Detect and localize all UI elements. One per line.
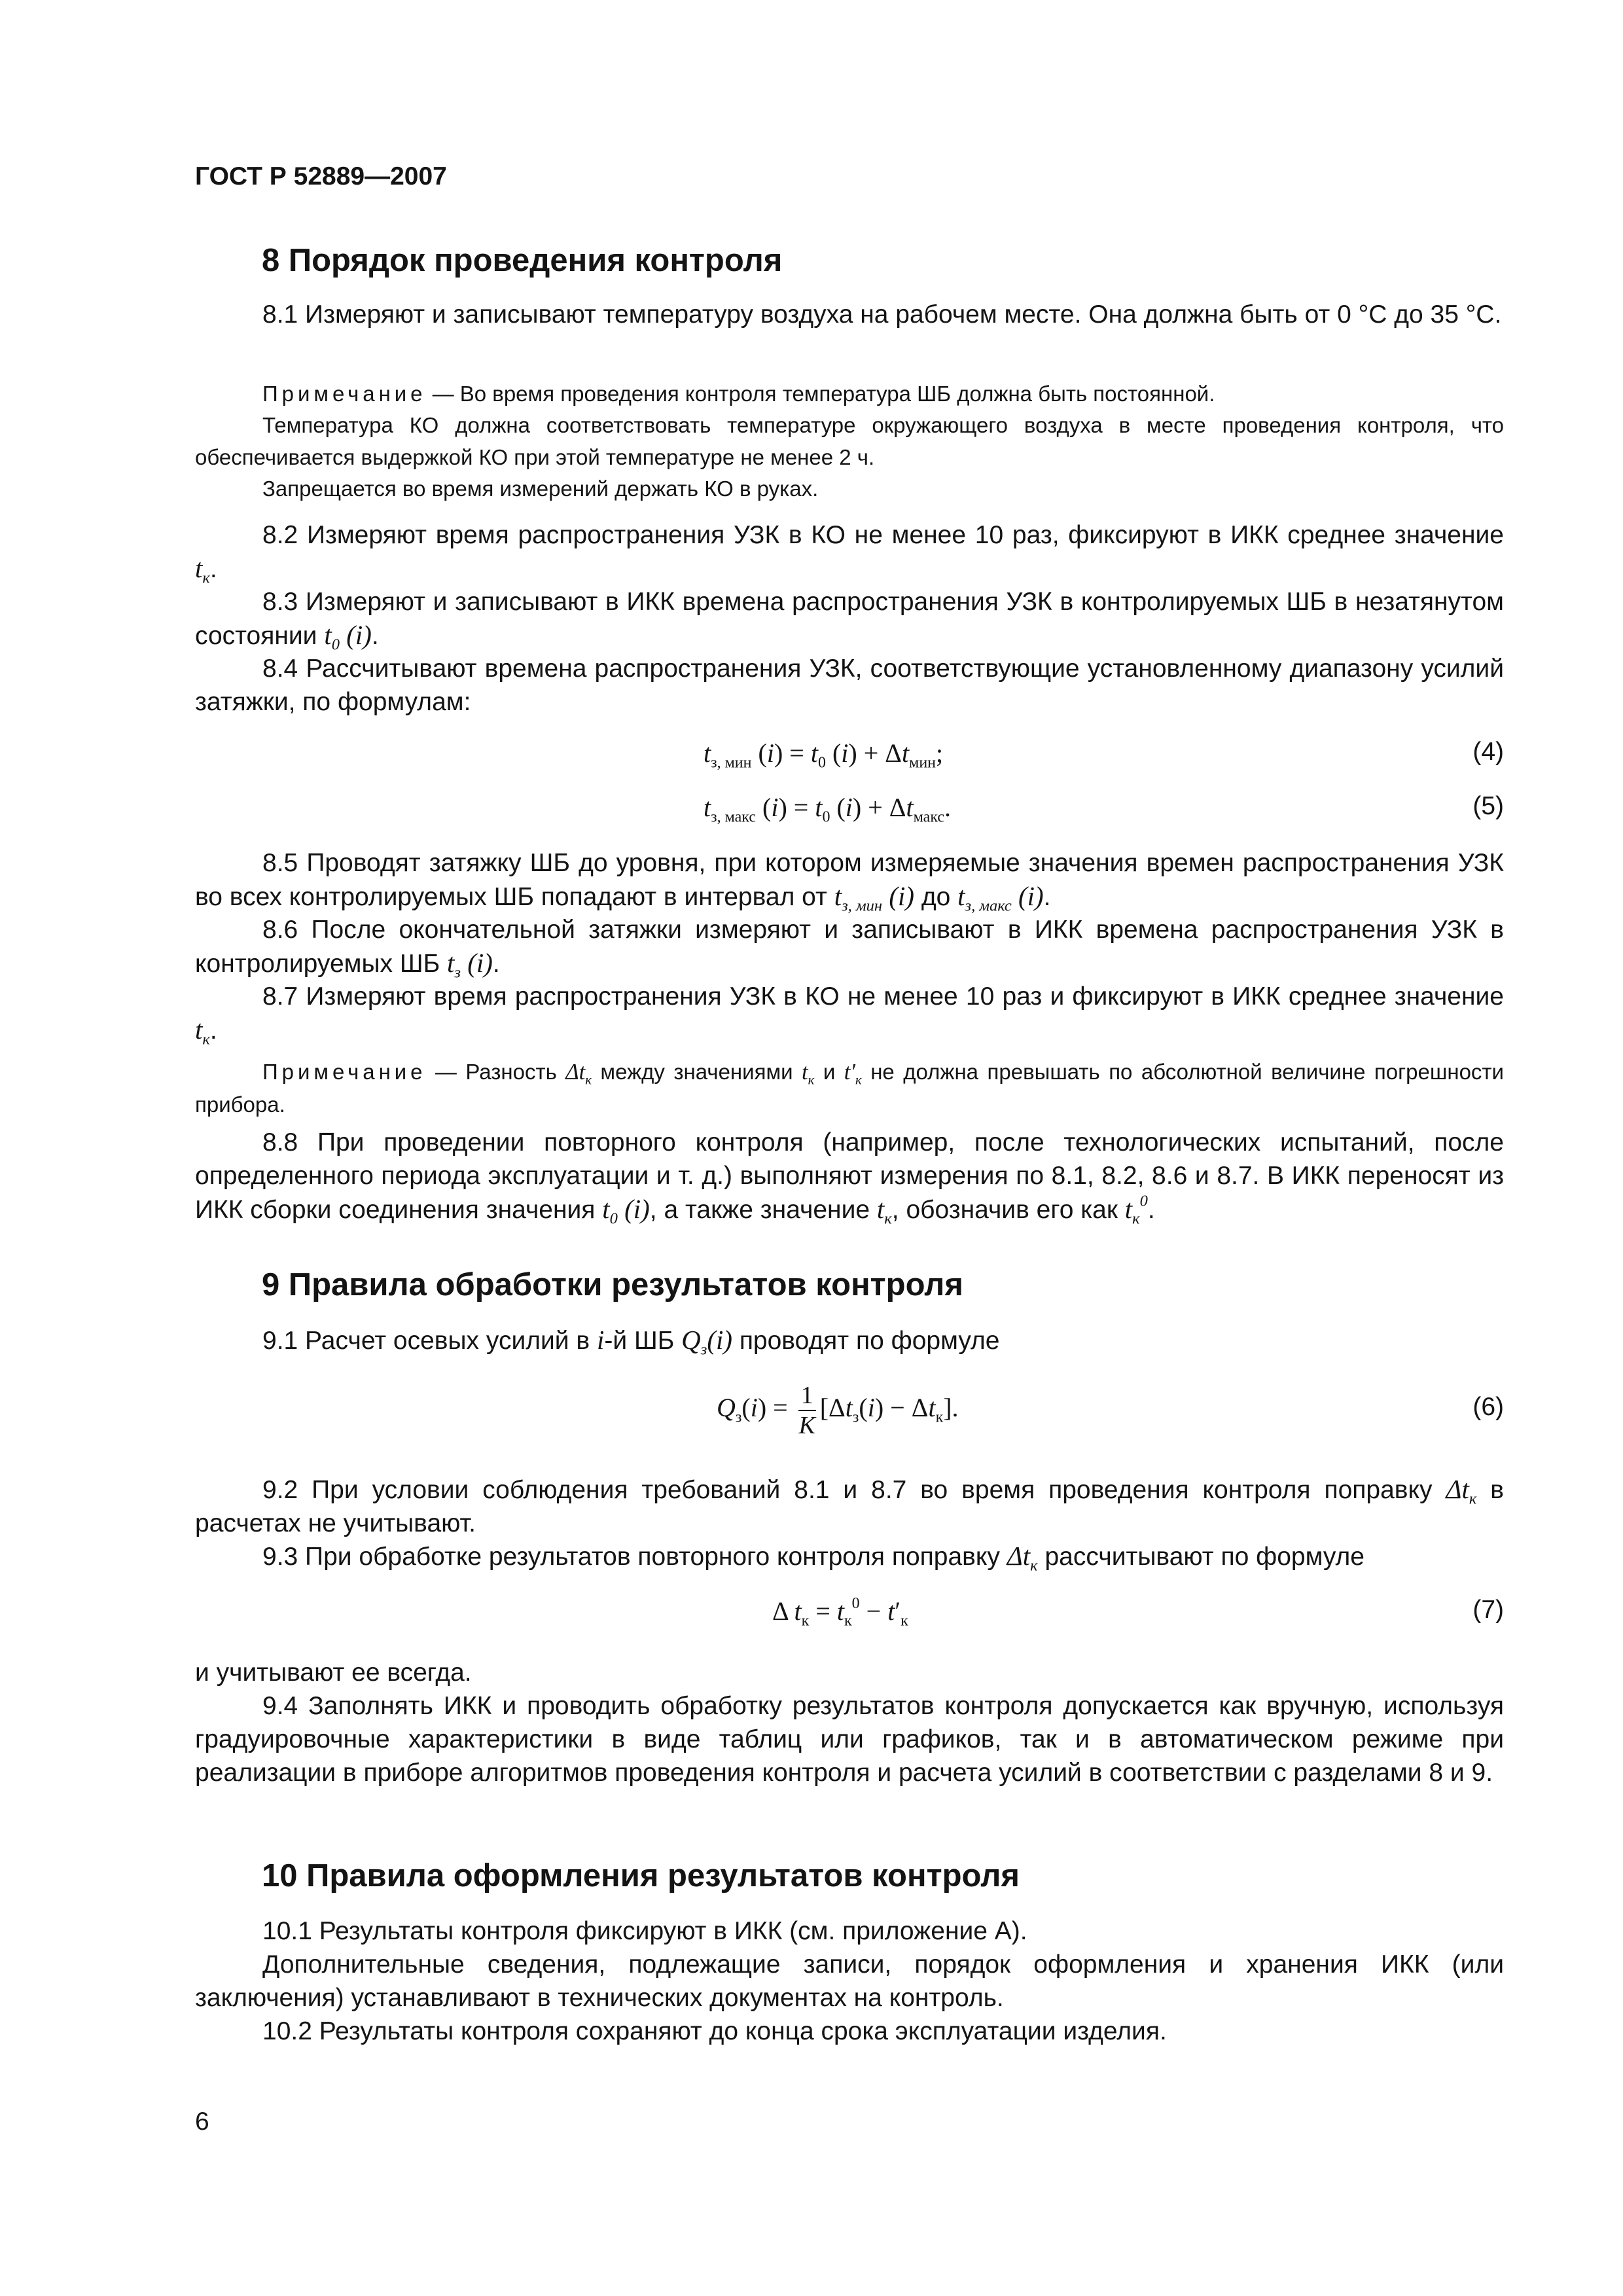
paragraph-9-3 bbox=[195, 1539, 1504, 1573]
paragraph-9-3-text-b: рассчитывают по формуле bbox=[1044, 1543, 1364, 1571]
formula-7-number: (7) bbox=[1472, 1596, 1504, 1624]
note-2-label: Примечание bbox=[262, 1060, 427, 1084]
note-1 bbox=[195, 378, 1504, 410]
paragraph-8-3: 8.3 Измеряют и записывают в ИКК времена распространения УЗК в контролируемых ШБ в незатянутом состоянии $t_0$ (i). bbox=[195, 588, 1504, 654]
page-number: 6 bbox=[195, 2108, 209, 2136]
symbol-tk-3: $t_к$ bbox=[802, 1060, 815, 1088]
paragraph-8-5: 8.5 Проводят затяжку ШБ до уровня, при котором измеряемые значения времен распространения УЗК во всех контролируемых ШБ попадают в интервал от $t_{з, мин}$ (i) до $t_{з, макс}$ (i). bbox=[195, 849, 1504, 915]
paragraph-8-7: 8.7 Измеряют время распространения УЗК в КО не менее 10 раз и фиксируют в ИКК среднее значение $t_к$. bbox=[195, 982, 1504, 1049]
note-text: — Во время проведения контроля температура ШБ должна быть постоянной. bbox=[432, 382, 1215, 406]
paragraph-9-2-text-a: 9.2 При условии соблюдения требований 8.1 и 8.7 во время проведения контроля поправку bbox=[262, 1476, 1433, 1504]
note-2-part-a: — Разность bbox=[435, 1060, 557, 1084]
paragraph-8-5-text: 8.5 Проводят затяжку ШБ до уровня, при котором измеряемые значения времен распространения УЗК во всех контролируемых ШБ попадают в интервал от bbox=[195, 849, 1504, 911]
section-9-title: 9 Правила обработки результатов контроля bbox=[262, 1267, 964, 1302]
paragraph-9-4: 9.4 Заполнять ИКК и проводить обработку результатов контроля допускается как вручную, используя градуировочные характеристики в виде таблиц или графиков, так и в автоматическом режиме при реализации в приборе алгоритмов проведения контроля и расчета усилий в соответствии с разделами 8 и 9. bbox=[195, 1692, 1504, 1787]
note-2-part-d: не должна превышать по абсолютной величине погрешности прибора. bbox=[195, 1060, 1504, 1117]
paragraph-10-2: 10.2 Результаты контроля сохраняют до конца срока эксплуатации изделия. bbox=[262, 2017, 1167, 2045]
paragraph-9-1-text-a: 9.1 Расчет осевых усилий в bbox=[262, 1327, 590, 1355]
paragraph-9-1-text-b: -й ШБ bbox=[604, 1327, 675, 1355]
paragraph-8-1: 8.1 Измеряют и записывают температуру воздуха на рабочем месте. Она должна быть от 0 °С до 35 °С. bbox=[262, 300, 1502, 329]
symbol-t0i: $t_0$ (i) bbox=[324, 620, 372, 654]
symbol-delta-tk-3: $\Delta t_к$ bbox=[1007, 1541, 1038, 1575]
formula-4: $t_{з, мин}$ $(i) = t_0$ $(i) + \Delta t_{мин}$; bbox=[704, 738, 944, 772]
paragraph-10-1b: Дополнительные сведения, подлежащие записи, порядок оформления и хранения ИКК (или заключения) устанавливают в технических документах на контроль. bbox=[195, 1950, 1504, 2012]
note-1-line-2: Температура КО должна соответствовать температуре окружающего воздуха в месте проведения контроля, что обеспечивается выдержкой КО при этой температуре не менее 2 ч. bbox=[195, 413, 1504, 469]
symbol-tk-prime: $t'_к$ bbox=[844, 1060, 862, 1088]
paragraph-8-8-text-c: , обозначив его как bbox=[891, 1196, 1118, 1224]
symbol-tk: $t_к$ bbox=[195, 554, 210, 587]
symbol-tk-2: $t_к$ bbox=[195, 1015, 210, 1049]
section-10-title: 10 Правила оформления результатов контроля bbox=[262, 1858, 1020, 1893]
formula-5-number: (5) bbox=[1472, 792, 1504, 820]
paragraph-8-7-text: 8.7 Измеряют время распространения УЗК в КО не менее 10 раз и фиксируют в ИКК среднее значение bbox=[262, 982, 1504, 1011]
paragraph-8-6: 8.6 После окончательной затяжки измеряют и записывают в ИКК времена распространения УЗК в контролируемых ШБ $t_з$ (i). bbox=[195, 916, 1504, 982]
note-2-part-b: между значениями bbox=[600, 1060, 793, 1084]
paragraph-8-4: 8.4 Рассчитывают времена распространения УЗК, соответствующие установленному диапазону усилий затяжки, по формулам: bbox=[195, 655, 1504, 716]
symbol-delta-tk-2: $\Delta t_к$ bbox=[1446, 1475, 1477, 1508]
paragraph-8-2: 8.2 Измеряют время распространения УЗК в КО не менее 10 раз, фиксируют в ИКК среднее значение $t_к$. bbox=[195, 521, 1504, 587]
formula-7: Δ $t_к = t_к^0 - t'_к$ bbox=[772, 1595, 908, 1630]
note-2 bbox=[195, 1056, 1504, 1121]
formula-6: $Q_з(i)$ = $\frac{1}{K}$ $[\Delta t_з(i) - \Delta t_к]$. bbox=[717, 1382, 959, 1439]
formula-4-number: (4) bbox=[1472, 738, 1504, 766]
symbol-tz-min: $t_{з, мин}$ (i) bbox=[834, 882, 914, 915]
paragraph-8-2-text: 8.2 Измеряют время распространения УЗК в КО не менее 10 раз, фиксируют в ИКК среднее значение bbox=[262, 521, 1504, 549]
paragraph-10-1: 10.1 Результаты контроля фиксируют в ИКК (см. приложение А). bbox=[262, 1917, 1027, 1945]
symbol-i: i bbox=[596, 1325, 605, 1355]
paragraph-9-3-text-a: 9.3 При обработке результатов повторного контроля поправку bbox=[262, 1543, 1000, 1571]
paragraph-after-7: и учитывают ее всегда. bbox=[195, 1659, 472, 1687]
formula-6-number: (6) bbox=[1472, 1393, 1504, 1421]
symbol-qz: $Q_з(i)$ bbox=[681, 1325, 732, 1359]
paragraph-9-2-text-b: в расчетах не учитывают. bbox=[195, 1476, 1504, 1537]
paragraph-9-1-text-c: проводят по формуле bbox=[739, 1327, 1000, 1355]
symbol-tz-max: $t_{з, макс}$ (i) bbox=[957, 882, 1044, 915]
symbol-delta-tk: $\Delta t_к$ bbox=[565, 1060, 592, 1088]
paragraph-8-8-text-b: , а также значение bbox=[649, 1196, 870, 1224]
paragraph-8-6-text: 8.6 После окончательной затяжки измеряют и записывают в ИКК времена распространения УЗК в контролируемых ШБ bbox=[195, 916, 1504, 978]
note-2-part-c: и bbox=[823, 1060, 836, 1084]
section-8-title: 8 Порядок проведения контроля bbox=[262, 243, 783, 278]
paragraph-8-3-text: 8.3 Измеряют и записывают в ИКК времена распространения УЗК в контролируемых ШБ в незатянутом состоянии bbox=[195, 588, 1504, 650]
note-1-line-3: Запрещается во время измерений держать КО в руках. bbox=[262, 476, 819, 501]
formula-5: $t_{з, макс}$ $(i) = t_0$ $(i) + \Delta t_{макс}$. bbox=[704, 793, 952, 826]
paragraph-8-8: 8.8 При проведении повторного контроля (например, после технологических испытаний, после определенного периода эксплуатации и т. д.) выполняют измерения по 8.1, 8.2, 8.6 и 8.7. В ИКК переносят из ИКК сборки соединения значения $t_0$ (i), а также значение $t_к$, обозначив его как $t_к^0$. bbox=[195, 1128, 1504, 1228]
note-label: Примечание bbox=[262, 382, 427, 406]
paragraph-9-1 bbox=[195, 1323, 1504, 1357]
document-header: ГОСТ Р 52889—2007 bbox=[195, 162, 447, 190]
paragraph-8-5-to: до bbox=[921, 883, 951, 911]
symbol-tk-4: $t_к$ bbox=[876, 1194, 892, 1228]
fraction: $\frac{1}{K}$ bbox=[798, 1382, 815, 1439]
symbol-t0i-2: $t_0$ (i) bbox=[602, 1194, 650, 1228]
symbol-tzi: $t_з$ (i) bbox=[447, 948, 493, 982]
symbol-tk0: $t_к^0$ bbox=[1124, 1192, 1148, 1228]
paragraph-8-8-text: 8.8 При проведении повторного контроля (например, после технологических испытаний, после определенного периода эксплуатации и т. д.) выполняют измерения по 8.1, 8.2, 8.6 и 8.7. В ИКК переносят из ИКК сборки соединения значения bbox=[195, 1128, 1504, 1224]
paragraph-9-2 bbox=[195, 1473, 1504, 1540]
